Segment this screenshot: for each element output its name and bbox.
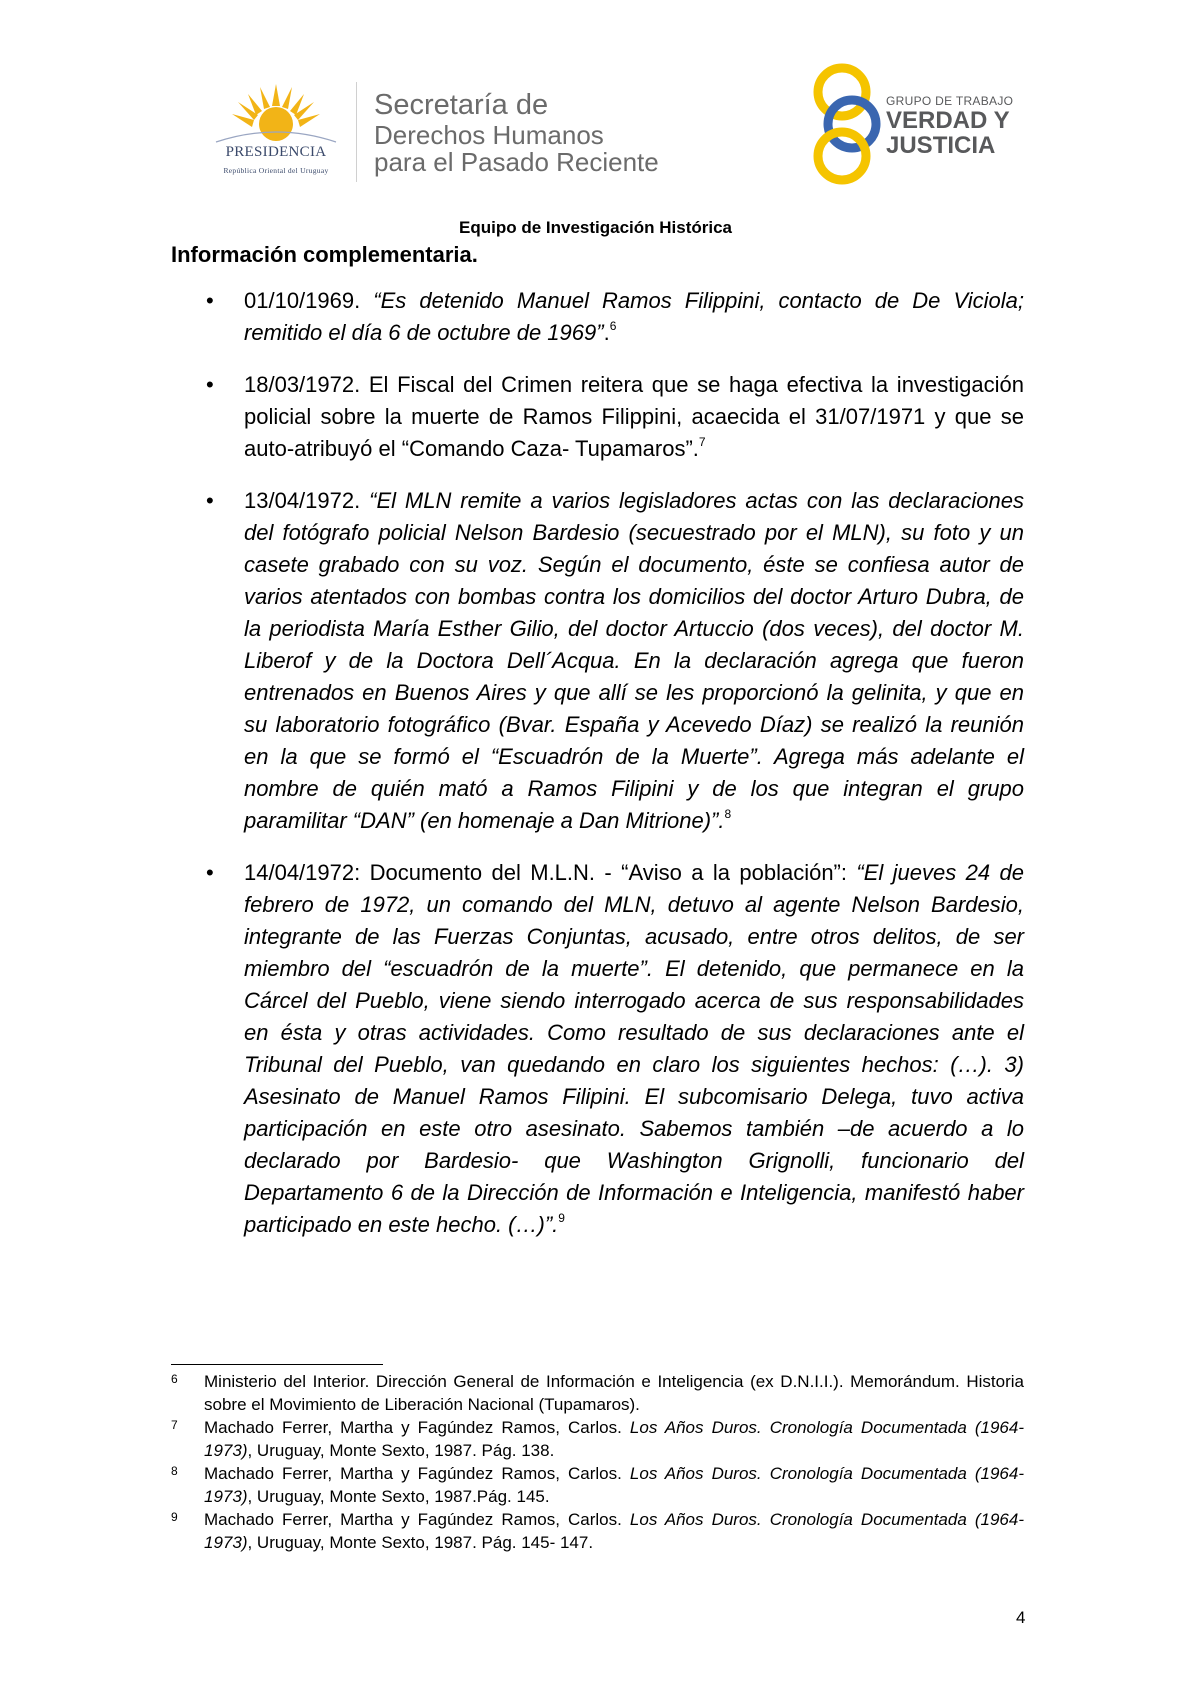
- entry-end: .: [603, 320, 610, 345]
- linked-rings-icon: [810, 60, 885, 188]
- bullet: •: [206, 288, 214, 313]
- entry-quote: “Es detenido Manuel Ramos Filippini, contacto de De Viciola; remitido el día 6 de octubre de 1969”: [244, 288, 1024, 345]
- bullet: •: [206, 372, 214, 397]
- footnote-text: Machado Ferrer, Martha y Fagúndez Ramos, Carlos.: [204, 1510, 630, 1529]
- footnote-text-end: , Uruguay, Monte Sexto, 1987.Pág. 145.: [247, 1487, 550, 1506]
- footnote-text: Machado Ferrer, Martha y Fagúndez Ramos, Carlos.: [204, 1418, 630, 1437]
- entry-date: 13/04/1972.: [244, 488, 361, 513]
- footnote: [171, 1370, 1024, 1416]
- footnote-text: Machado Ferrer, Martha y Fagúndez Ramos, Carlos.: [204, 1464, 630, 1483]
- footnote-ref[interactable]: 9: [558, 1211, 565, 1225]
- entry-quote: “El MLN remite a varios legisladores actas con las declaraciones del fotógrafo policial Nelson Bardesio (secuestrado por el MLN), su foto y un casete grabado con su voz. Según el documento, éste se confiesa autor de varios atentados con bombas contra los domicilios del doctor Arturo Dubra, de la periodista María Esther Gilio, del doctor Artuccio (dos veces), del doctor M. Liberof y de la Doctora Dell´Acqua. En la declaración agrega que fueron entrenados en Buenos Aires y que allí se les proporcionó la gelinita, y que en su laboratorio fotográfico (Bvar. España y Acevedo Díaz) se realizó la reunión en la que se formó el “Escuadrón de la Muerte”. Agrega más adelante el nombre de quién mató a Ramos Filipini y de los que integran el grupo paramilitar “DAN” (en homenaje a Dan Mitrione)”.: [244, 488, 1024, 833]
- list-item: [206, 857, 1024, 1241]
- footnote-number: 9: [171, 1510, 178, 1524]
- entry-date: 14/04/1972: Documento del M.L.N. - “Aviso a la población”:: [244, 860, 847, 885]
- bullet: •: [206, 860, 214, 885]
- secretaria-line-2: Derechos Humanos: [374, 120, 604, 150]
- entry-date: 01/10/1969.: [244, 288, 361, 313]
- footnotes: [171, 1370, 1024, 1554]
- footnote-text-end: , Uruguay, Monte Sexto, 1987. Pág. 145- 147.: [247, 1533, 594, 1552]
- footnote-separator: [171, 1364, 383, 1365]
- secretaria-line-3: para el Pasado Reciente: [374, 147, 659, 177]
- footnote-text: Ministerio del Interior. Dirección General de Información e Inteligencia (ex D.N.I.I.). Memorándum. Historia sobre el Movimiento de Liberación Nacional (Tupamaros).: [204, 1372, 1024, 1414]
- footnote: [171, 1508, 1024, 1554]
- footnote-ref[interactable]: 8: [724, 807, 732, 821]
- presidencia-logo: [196, 82, 356, 182]
- entry-quote: “El jueves 24 de febrero de 1972, un comando del MLN, detuvo al agente Nelson Bardesio, integrante de las Fuerzas Conjuntas, acusado, entre otros delitos, de ser miembro del “escuadrón de la muerte”. El detenido, que permanece en la Cárcel del Pueblo, viene siendo interrogado acerca de sus responsabilidades en ésta y otras actividades. Como resultado de sus declaraciones ante el Tribunal del Pueblo, van quedando en claro los siguientes hechos: (…). 3) Asesinato de Manuel Ramos Filipini. El subcomisario Delega, tuvo activa participación en este otro asesinato. Sabemos también –de acuerdo a lo declarado por Bardesio- que Washington Grignolli, funcionario del Departamento 6 de la Dirección de Información e Inteligencia, manifestó haber participado en este hecho. (…)”.: [244, 860, 1024, 1237]
- footnote-number: 7: [171, 1418, 178, 1432]
- list-item: [206, 485, 1024, 837]
- section-title: Información complementaria.: [171, 242, 478, 267]
- list-item: [206, 369, 1024, 465]
- entry-text: 18/03/1972. El Fiscal del Crimen reitera que se haga efectiva la investigación policial sobre la muerte de Ramos Filippini, acaecida el 31/07/1971 y que se auto-atribuyó el “Comando Caza- Tupamaros”.: [244, 372, 1024, 461]
- gtvj-line-3: JUSTICIA: [886, 132, 996, 159]
- footnote-ref[interactable]: 6: [609, 319, 617, 333]
- bullet: •: [206, 488, 214, 513]
- footnote-title: Los Años Duros. Cronología Documentada (1964- 1973): [204, 1510, 1024, 1552]
- chronology-list: [206, 285, 1024, 1261]
- gtvj-line-1: GRUPO DE TRABAJO: [886, 94, 1014, 108]
- verdad-justicia-logo: [810, 60, 1040, 188]
- presidencia-wordmark: PRESIDENCIA: [225, 144, 327, 160]
- secretaria-logo: [374, 88, 659, 176]
- footnote-number: 8: [171, 1464, 178, 1478]
- footnote: [171, 1462, 1024, 1508]
- footnote-ref[interactable]: 7: [698, 435, 706, 449]
- footnote-title: Los Años Duros. Cronología Documentada (1964- 1973): [204, 1418, 1024, 1460]
- page-number: 4: [1016, 1608, 1026, 1627]
- list-item: [206, 285, 1024, 349]
- team-title: Equipo de Investigación Histórica: [459, 218, 732, 237]
- footnote-title: Los Años Duros. Cronología Documentada (1964- 1973): [204, 1464, 1024, 1506]
- gtvj-line-2: VERDAD Y: [886, 107, 1010, 134]
- presidencia-subtitle: República Oriental del Uruguay: [223, 166, 329, 175]
- sun-icon: [196, 82, 356, 152]
- header-divider: [356, 82, 357, 182]
- footnote: [171, 1416, 1024, 1462]
- footnote-text-end: , Uruguay, Monte Sexto, 1987. Pág. 138.: [247, 1441, 555, 1460]
- footnote-number: 6: [171, 1372, 178, 1386]
- secretaria-line-1: Secretaría de: [374, 89, 549, 121]
